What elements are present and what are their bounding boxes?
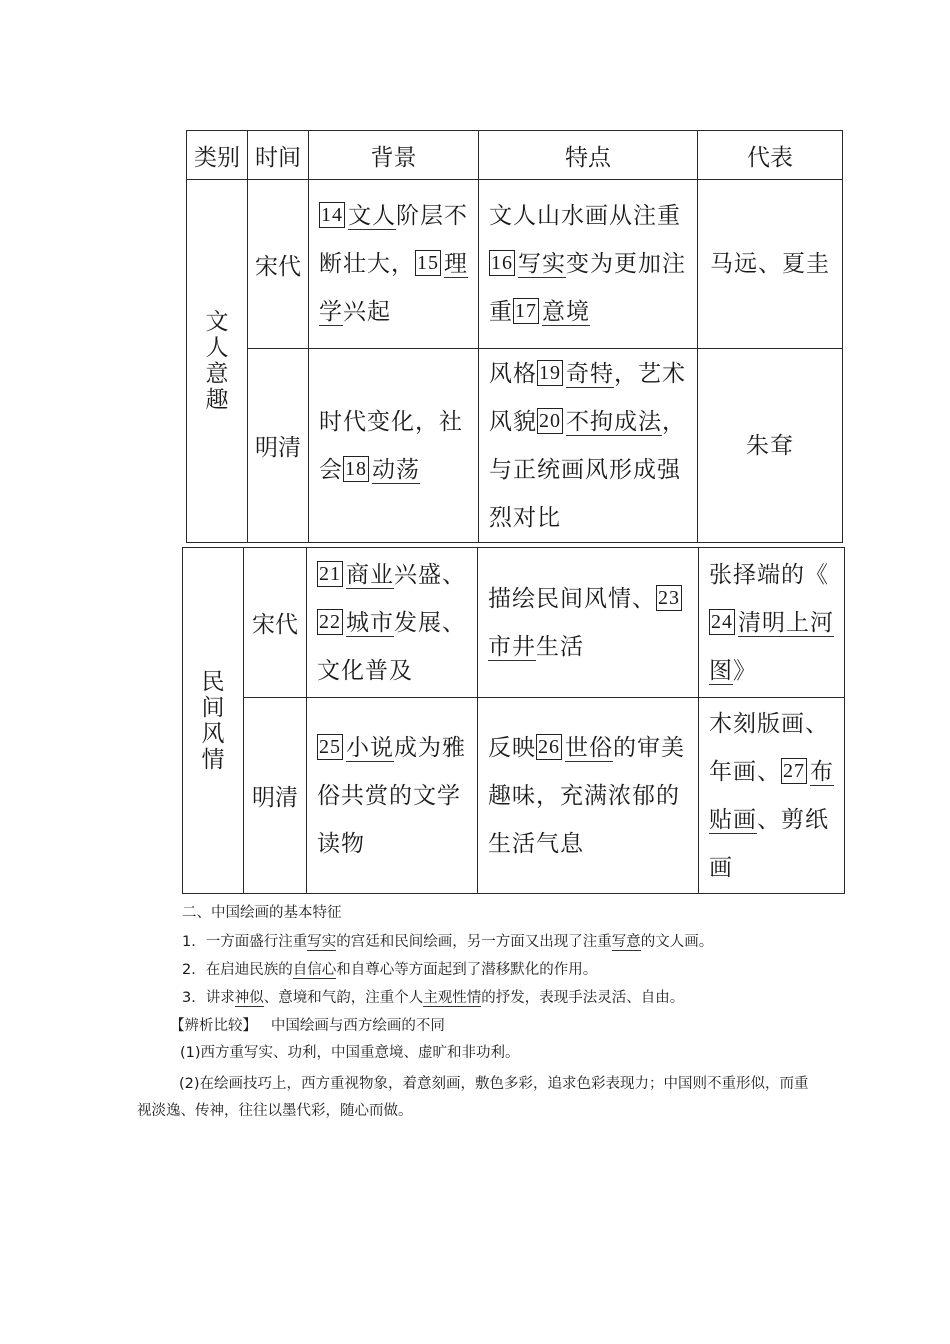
note-text: 的文人画。 [640,934,714,950]
cell-text: ，艺术风貌 [489,360,686,435]
features-cell [479,180,698,349]
note-text: 、意境和气韵，注重个人 [263,990,424,1006]
cell-text: ，与正统画风形成强烈对比 [489,408,686,531]
cell-text: 兴起 [343,299,391,325]
note-underlined: 神似 [234,990,264,1006]
compare-item: (2)在绘画技巧上，西方重视物象，着意刻画，敷色多彩，追求色彩表现力；中国则不重形似，而重视淡逸、传神，往往以墨代彩，随心而做。 [137,1076,809,1119]
answer-text: 布贴画 [709,758,834,833]
answer-text: 市井 [488,633,536,660]
blank-number: 16 [491,252,513,274]
note-underlined: 主观性情 [423,990,482,1006]
blank-number: 14 [321,204,343,226]
note-item [182,988,842,1008]
note-underlined: 写实 [307,934,337,950]
header-time: 时间 [248,131,309,180]
note-text: 的抒发，表现手法灵活、自由。 [481,990,685,1006]
answer-text: 奇特 [566,360,614,387]
category-char: 民 [201,668,225,695]
time-cell: 明清 [244,698,307,894]
category-char: 间 [201,694,225,721]
note-text: 1．一方面盛行注重 [182,934,308,950]
answer-text: 意境 [542,299,590,325]
blank-number: 20 [539,409,561,432]
cell-text: 变为更加注重 [489,251,686,325]
cell-text: 》 [733,657,757,684]
features-cell [478,548,699,698]
blank-number: 27 [783,759,805,782]
compare-item: (1)西方重写实、功利，中国重意境、虚旷和非功利。 [180,1045,520,1061]
cell-text: 描绘民间风情、 [488,585,656,612]
compare-tag: 【辨析比较】 [170,1018,257,1034]
time-cell: 明清 [248,349,309,543]
blank-number: 15 [417,252,439,274]
cell-text: 生活 [536,633,584,660]
category-folk [183,548,244,894]
blank-number: 19 [539,361,561,384]
answer-text: 世俗 [565,734,613,761]
note-underlined: 自信心 [292,962,337,978]
table-row [187,180,843,349]
blank-number: 18 [345,457,367,480]
cell-text: 张择端的《 [709,561,829,588]
cell-text: 木刻版画、年画、 [709,710,829,785]
answer-text: 文人 [348,203,396,229]
answer-text: 城市 [346,609,394,636]
blank-number: 23 [658,586,680,609]
table-folk [182,547,845,894]
cell-text: 兴盛、 [394,561,466,588]
background-cell [309,349,479,543]
blank-number: 24 [711,610,733,633]
category-literati [187,180,248,543]
note-text: 的宫廷和民间绘画，另一方面又出现了注重 [336,934,612,950]
blank-number: 22 [319,610,341,633]
header-features: 特点 [479,131,698,180]
table-row [187,349,843,543]
cell-text: 时代变化，社会 [319,408,463,483]
note-underlined: 写意 [611,934,641,950]
cell-text: 风格 [489,360,537,387]
representatives-cell: 朱耷 [698,349,843,543]
header-representatives: 代表 [698,131,843,180]
note-item [182,960,842,980]
answer-text: 理学 [319,251,468,325]
background-cell [307,698,478,894]
table-row [183,698,845,894]
header-category: 类别 [187,131,248,180]
header-background: 背景 [309,131,479,180]
blank-number: 25 [319,735,341,758]
features-cell [478,698,699,894]
category-char: 趣 [205,387,229,413]
time-cell: 宋代 [248,180,309,349]
cell-text: 成为雅俗共赏的文学读物 [317,734,466,857]
answer-text: 动荡 [372,456,420,483]
note-text: 2．在启迪民族的 [182,962,293,978]
cell-text: 、剪纸画 [709,806,829,881]
note-text: 和自尊心等方面起到了潜移默化的作用。 [336,962,598,978]
features-cell [479,349,698,543]
category-char: 文 [205,309,229,335]
time-cell: 宋代 [244,548,307,698]
background-cell [309,180,479,349]
representatives-cell [699,548,845,698]
blank-number: 17 [515,300,537,322]
table-row [183,548,845,698]
compare-heading [170,1016,830,1036]
background-cell [307,548,478,698]
note-text: 3．讲求 [182,990,235,1006]
category-char: 人 [205,335,229,361]
representatives-cell [699,698,845,894]
category-char: 意 [205,361,229,387]
representatives-cell: 马远、夏圭 [698,180,843,349]
cell-text: 文人山水画从注重 [489,203,681,229]
note-item [182,932,842,952]
category-char: 风 [201,720,225,747]
cell-text: 阶层不断壮大， [319,203,468,277]
cell-text: 发展、文化普及 [317,609,466,684]
cell-text: 的审美趣味，充满浓郁的生活气息 [488,734,685,857]
answer-text: 商业 [346,561,394,588]
category-char: 情 [201,746,225,773]
compare-title: 中国绘画与西方绘画的不同 [270,1018,445,1034]
table-header-row [187,131,843,180]
table-literati [186,130,843,543]
section-heading: 二、中国绘画的基本特征 [182,905,342,921]
answer-text: 清明上河图 [709,609,834,684]
blank-number: 26 [538,735,560,758]
blank-number: 21 [319,562,341,585]
answer-text: 写实 [518,251,566,277]
cell-text: 反映 [488,734,536,761]
answer-text: 不拘成法 [566,408,662,435]
answer-text: 小说 [346,734,394,761]
